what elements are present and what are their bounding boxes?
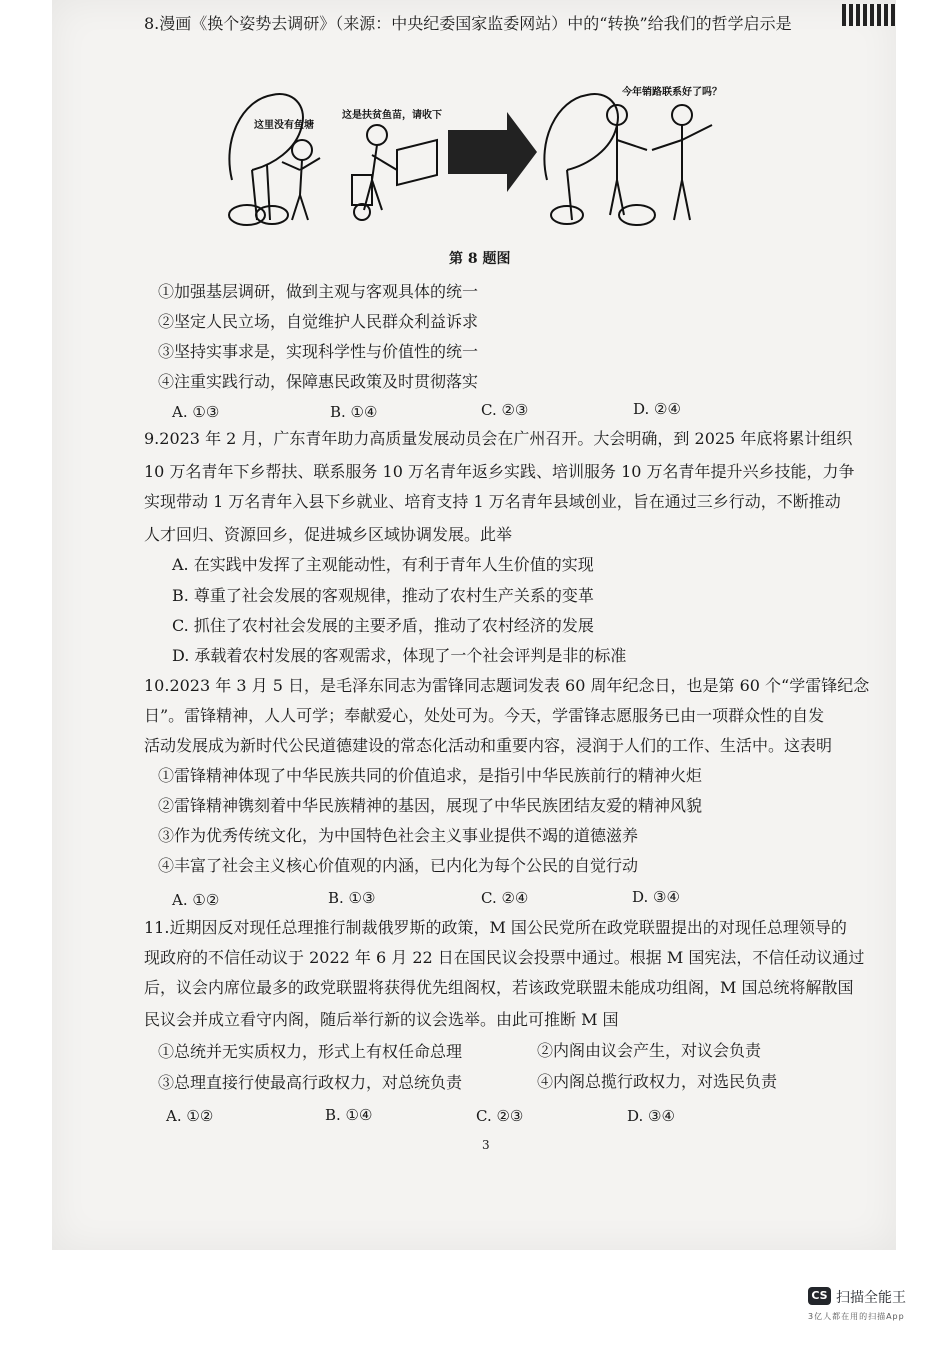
q10-item-1: ①雷锋精神体现了中华民族共同的价值追求，是指引中华民族前行的精神火炬 [158, 766, 703, 785]
q11-stem-line-2: 现政府的不信任动议于 2022 年 6 月 22 日在国民议会投票中通过。根据 M 国宪法，不信任动议通过 [144, 948, 865, 967]
q11-item-4: ④内阁总揽行政权力，对选民负责 [537, 1072, 778, 1091]
q11-choice-c: C. ②③ [476, 1107, 524, 1125]
figure-caption: 第 8 题图 [449, 251, 511, 267]
q10-item-4: ④丰富了社会主义核心价值观的内涵，已内化为每个公民的自觉行动 [158, 856, 639, 875]
q8-choice-b: B. ①④ [330, 403, 378, 421]
q11-stem-line-3: 后，议会内席位最多的政党联盟将获得优先组阁权，若该政党联盟未能成功组阁，M 国总统将解散国 [144, 978, 854, 997]
bubble-left-1: 这里没有鱼塘 [254, 120, 314, 131]
q9-option-a: A. 在实践中发挥了主观能动性，有利于青年人生价值的实现 [172, 555, 594, 574]
q8-item-4: ④注重实践行动，保障惠民政策及时贯彻落实 [158, 372, 479, 391]
q9-option-c: C. 抓住了农村社会发展的主要矛盾，推动了农村经济的发展 [172, 616, 594, 635]
q10-stem-line-2: 日”。雷锋精神，人人可学；奉献爱心，处处可为。今天，学雷锋志愿服务已由一项群众性的自发 [144, 706, 825, 725]
q9-stem-line-2: 10 万名青年下乡帮扶、联系服务 10 万名青年返乡实践、培训服务 10 万名青年提升兴乡技能，力争 [144, 462, 855, 481]
q10-choice-b: B. ①③ [328, 889, 376, 907]
q11-stem-line-4: 民议会并成立看守内阁，随后举行新的议会选举。由此可推断 M 国 [144, 1010, 619, 1029]
q9-option-b: B. 尊重了社会发展的客观规律，推动了农村生产关系的变革 [172, 586, 594, 605]
q10-choice-d: D. ③④ [632, 888, 680, 906]
comic-right-panel [544, 94, 712, 225]
scanner-app-name: 扫描全能王 [836, 1290, 906, 1306]
q8-choice-c: C. ②③ [481, 401, 529, 419]
q11-choice-a: A. ①② [166, 1107, 214, 1125]
q8-item-2: ②坚定人民立场，自觉维护人民群众利益诉求 [158, 312, 479, 331]
q9-option-d: D. 承载着农村发展的客观需求，体现了一个社会评判是非的标准 [172, 646, 627, 665]
q11-choice-d: D. ③④ [627, 1107, 675, 1125]
arrow-shape [448, 112, 537, 192]
bubble-left-2: 这是扶贫鱼苗，请收下 [342, 110, 442, 121]
q8-stem: 8.漫画《换个姿势去调研》（来源：中央纪委国家监委网站）中的“转换”给我们的哲学启示是 [144, 14, 792, 33]
scanner-logo-icon: CS [808, 1287, 831, 1305]
q9-stem-line-1: 9.2023 年 2 月，广东青年助力高质量发展动员会在广州召开。大会明确，到 2025 年底将累计组织 [144, 429, 853, 448]
q8-choice-d: D. ②④ [633, 400, 681, 418]
q11-item-1: ①总统并无实质权力，形式上有权任命总理 [158, 1042, 463, 1061]
q9-stem-line-4: 人才回归、资源回乡，促进城乡区域协调发展。此举 [144, 525, 513, 544]
q10-stem-line-3: 活动发展成为新时代公民道德建设的常态化活动和重要内容，浸润于人们的工作、生活中。这表明 [144, 736, 833, 755]
page-number: 3 [482, 1138, 490, 1152]
q11-item-2: ②内阁由议会产生，对议会负责 [537, 1041, 762, 1060]
q8-choice-a: A. ①③ [172, 403, 220, 421]
corner-mark [842, 4, 896, 26]
q8-item-1: ①加强基层调研，做到主观与客观具体的统一 [158, 282, 479, 301]
q11-stem-line-1: 11.近期因反对现任总理推行制裁俄罗斯的政策，M 国公民党所在政党联盟提出的对现任总理领导的 [144, 918, 847, 937]
q10-choice-c: C. ②④ [481, 889, 529, 907]
q9-stem-line-3: 实现带动 1 万名青年入县下乡就业、培育支持 1 万名青年县域创业，旨在通过三乡行动，不断推动 [144, 492, 841, 511]
q8-item-3: ③坚持实事求是，实现科学性与价值性的统一 [158, 342, 479, 361]
q10-item-3: ③作为优秀传统文化，为中国特色社会主义事业提供不竭的道德滋养 [158, 826, 639, 845]
q11-choice-b: B. ①④ [325, 1106, 373, 1124]
q10-item-2: ②雷锋精神镌刻着中华民族精神的基因，展现了中华民族团结友爱的精神风貌 [158, 796, 703, 815]
q10-choice-a: A. ①② [172, 891, 220, 909]
q10-stem-line-1: 10.2023 年 3 月 5 日，是毛泽东同志为雷锋同志题词发表 60 周年纪念日，也是第 60 个“学雷锋纪念 [144, 676, 870, 695]
bubble-right: 今年销路联系好了吗？ [622, 87, 722, 98]
comic-figure [212, 70, 742, 230]
scanner-tagline: 3亿人都在用的扫描App [808, 1312, 905, 1321]
q11-item-3: ③总理直接行使最高行政权力，对总统负责 [158, 1073, 463, 1092]
